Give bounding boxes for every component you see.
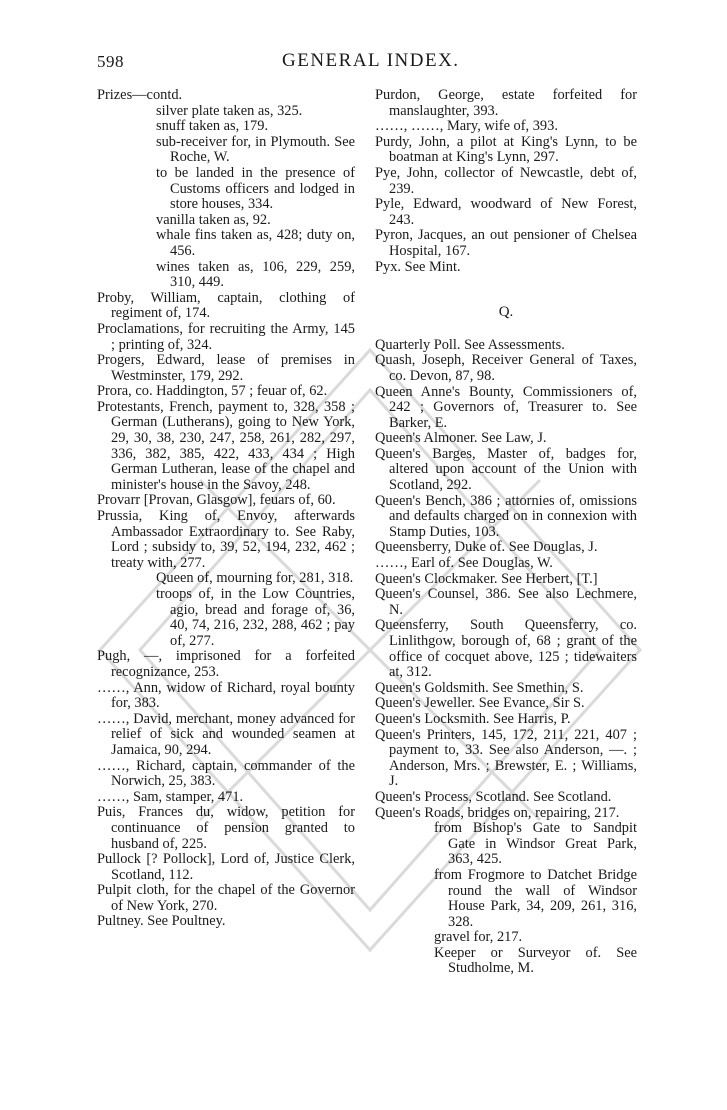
index-entry: Pye, John, collector of Newcastle, debt of, 239.: [375, 164, 637, 197]
index-entry: Queen's Counsel, 386. See also Lechmere, N.: [375, 586, 637, 618]
index-entry: Proclamations, for recruiting the Army, 145 ; printing of, 324.: [97, 320, 355, 353]
section-letter-heading: Q.: [498, 304, 514, 321]
index-entry: Pultney. See Poultney.: [97, 913, 226, 930]
index-entry: Pulpit cloth, for the chapel of the Governor of New York, 270.: [97, 882, 355, 914]
index-subentry: from Frogmore to Datchet Bridge round the wall of Windsor House Park, 34, 209, 261, 316, 328.: [434, 866, 637, 930]
index-entry: Queen's Clockmaker. See Herbert, [T.]: [375, 570, 598, 587]
index-entry: Pugh, —, imprisoned for a forfeited recognizance, 253.: [97, 648, 355, 680]
index-subentry: whale fins taken as, 428; duty on, 456.: [156, 227, 355, 259]
index-entry: Queen's Roads, bridges on, repairing, 217.: [375, 804, 620, 821]
index-entry: Queen's Goldsmith. See Smethin, S.: [375, 679, 584, 696]
index-subentry: Queen of, mourning for, 281, 318.: [156, 570, 354, 587]
index-subentry: sub-receiver for, in Plymouth. See Roche, W.: [156, 133, 355, 166]
index-entry: Prizes—contd.: [97, 87, 183, 103]
index-entry: Proby, William, captain, clothing of regiment of, 174.: [97, 289, 355, 322]
index-subentry: silver plate taken as, 325.: [156, 102, 303, 119]
index-entry: ……, Richard, captain, commander of the Norwich, 25, 383.: [97, 757, 355, 790]
index-entry: ……, David, merchant, money advanced for relief of sick and wounded seamen at Jamaica, 90, 294.: [97, 710, 355, 758]
index-entry: ……, Earl of. See Douglas, W.: [375, 555, 553, 572]
index-entry: Queen's Bench, 386 ; attornies of, omissions and defaults charged on in connexion with Stamp Duties, 103.: [375, 492, 637, 540]
index-entry: Queen's Barges, Master of, badges for, altered upon account of the Union with Scotland, 292.: [375, 445, 637, 494]
index-subentry: gravel for, 217.: [434, 929, 523, 946]
index-entry: Protestants, French, payment to, 328, 358 ; German (Lutherans), going to New York, 29, 30, 38, 230, 247, 258, 261, 282, 297, 336, 382, 385, 422, 433, 434 ; High German Lutheran, lease of the chapel and minister's house in the Savoy, 248.: [97, 398, 355, 493]
index-entry: Prora, co. Haddington, 57 ; feuar of, 62.: [97, 383, 328, 400]
index-entry: Progers, Edward, lease of premises in Westminster, 179, 292.: [97, 352, 355, 384]
index-entry: ……, Sam, stamper, 471.: [97, 788, 244, 805]
index-subentry: vanilla taken as, 92.: [156, 211, 271, 228]
running-head: GENERAL INDEX.: [282, 50, 460, 71]
index-subentry: Keeper or Surveyor of. See Studholme, M.: [434, 944, 637, 977]
index-entry: ……, ……, Mary, wife of, 393.: [375, 118, 558, 135]
index-subentry: to be landed in the presence of Customs officers and lodged in store houses, 334.: [156, 164, 355, 213]
index-entry: Puis, Frances du, widow, petition for continuance of pension granted to husband of, 225.: [97, 804, 355, 852]
index-entry: Queensberry, Duke of. See Douglas, J.: [375, 539, 598, 556]
index-entry: Queensferry, South Queensferry, co. Linlithgow, borough of, 68 ; grant of the office of cocquet above, 125 ; tidewaiters at, 312.: [375, 617, 637, 681]
index-entry: Quash, Joseph, Receiver General of Taxes, co. Devon, 87, 98.: [375, 352, 637, 384]
index-entry: Pyle, Edward, woodward of New Forest, 243.: [375, 196, 637, 228]
index-entry: Queen Anne's Bounty, Commissioners of, 242 ; Governors of, Treasurer to. See Barker, E.: [375, 383, 637, 431]
index-entry: Pullock [? Pollock], Lord of, Justice Clerk, Scotland, 112.: [97, 851, 355, 883]
index-entry: Pyx. See Mint.: [375, 258, 461, 275]
index-entry: Purdon, George, estate forfeited for manslaughter, 393.: [375, 87, 637, 119]
page-number: 598: [97, 52, 124, 71]
index-entry: Pyron, Jacques, an out pensioner of Chelsea Hospital, 167.: [375, 227, 637, 259]
index-entry: Queen's Process, Scotland. See Scotland.: [375, 788, 612, 805]
index-entry: Purdy, John, a pilot at King's Lynn, to be boatman at King's Lynn, 297.: [375, 133, 637, 166]
index-subentry: from Bishop's Gate to Sandpit Gate in Windsor Great Park, 363, 425.: [434, 820, 637, 868]
index-entry: Prussia, King of, Envoy, afterwards Ambassador Extraordinary to. See Raby, Lord ; subsidy to, 39, 52, 194, 232, 462 ; treaty with, 277.: [97, 508, 355, 571]
index-column-left: [97, 88, 355, 930]
index-entry: Queen's Almoner. See Law, J.: [375, 430, 547, 447]
index-entry: Queen's Jeweller. See Evance, Sir S.: [375, 695, 585, 712]
index-subentry: snuff taken as, 179.: [156, 118, 269, 135]
index-entry: Queen's Locksmith. See Harris, P.: [375, 710, 571, 727]
index-entry: Queen's Printers, 145, 172, 211, 221, 407 ; payment to, 33. See also Anderson, —. ; Anderson, Mrs. ; Brewster, E. ; Williams, J.: [375, 726, 637, 790]
index-subentry: troops of, in the Low Countries, agio, bread and forage of, 36, 40, 74, 216, 232, 288, 462 ; pay of, 277.: [156, 586, 355, 649]
index-entry: ……, Ann, widow of Richard, royal bounty for, 383.: [97, 679, 355, 712]
index-column-right: [375, 88, 637, 977]
index-subentry: wines taken as, 106, 229, 259, 310, 449.: [156, 258, 355, 291]
index-entry: Provarr [Provan, Glasgow], feuars of, 60.: [97, 492, 336, 509]
index-entry: Quarterly Poll. See Assessments.: [375, 336, 565, 353]
